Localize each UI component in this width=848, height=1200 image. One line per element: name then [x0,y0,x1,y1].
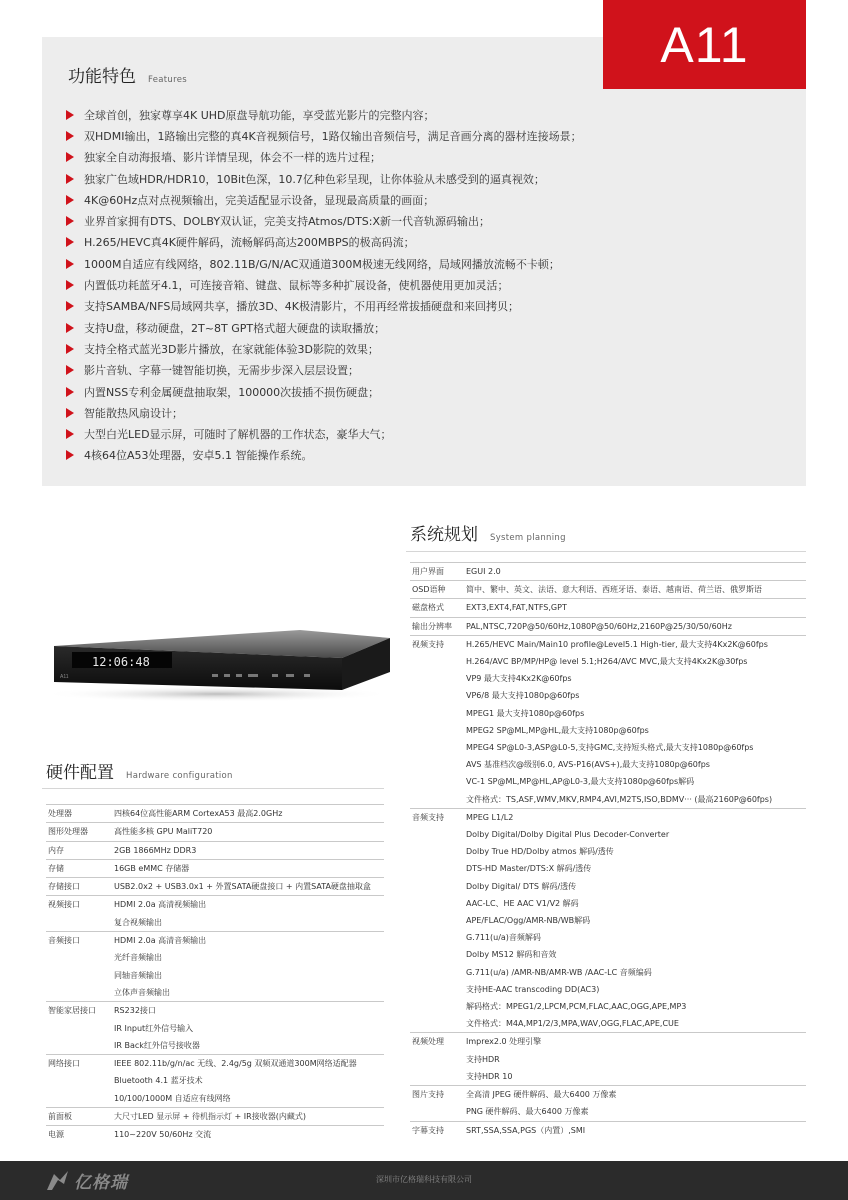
spec-label: 电源 [46,1126,112,1144]
spec-row [410,860,806,877]
bullet-arrow-icon [66,344,74,354]
feature-text: H.265/HEVC真4K硬件解码，流畅解码高达200MBPS的极高码流； [84,236,415,250]
spec-value: SRT,SSA,SSA,PGS（内置）,SMI [464,1121,806,1139]
spec-label: 网络接口 [46,1055,112,1073]
spec-row [46,1072,384,1089]
spec-label: 字幕支持 [410,1121,464,1139]
features-title [68,62,187,87]
system-title [410,520,566,545]
feature-item [66,296,582,317]
spec-label: 处理器 [46,805,112,823]
spec-value: HDMI 2.0a 高清音频输出 [112,932,384,950]
spec-row [46,1002,384,1020]
bullet-arrow-icon [66,174,74,184]
spec-row [46,914,384,932]
feature-list [66,104,582,466]
spec-row [46,1126,384,1144]
spec-row [46,1090,384,1108]
spec-label-empty [410,1068,464,1086]
feature-text: 内置低功耗蓝牙4.1，可连接音箱、键盘、鼠标等多种扩展设备，使机器使用更加灵活； [84,279,509,293]
feature-item [66,210,582,231]
spec-value: EXT3,EXT4,FAT,NTFS,GPT [464,599,806,617]
spec-value: MPEG2 SP@ML,MP@HL,最大支持1080p@60fps [466,725,649,735]
spec-label: 输出分辨率 [410,617,464,635]
feature-text: 内置NSS专利金属硬盘抽取架，100000次拔插不损伤硬盘； [84,385,380,399]
spec-row [410,981,806,998]
spec-value: IEEE 802.11b/g/n/ac 无线、2.4g/5g 双频双通道300M网络适配器 [112,1055,384,1073]
spec-row [46,932,384,950]
spec-value: 解码格式：MPEG1/2,LPCM,PCM,FLAC,AAC,OGG,APE,MP3 [466,1002,687,1012]
spec-value: 文件格式：M4A,MP1/2/3,MPA,WAV,OGG,FLAC,APE,CUE [466,1019,679,1029]
company-name: 深圳市亿格瑞科技有限公司 [376,1175,472,1184]
hardware-title-zh: 硬件配置 [46,763,114,783]
bullet-arrow-icon [66,216,74,226]
spec-label: 视频支持 [410,635,464,653]
feature-item [66,423,582,444]
spec-label-empty [46,1037,112,1055]
spec-value: H.264/AVC BP/MP/HP@ level 5.1;H264/AVC MVC,最大支持4Kx2K@30fps [466,657,748,667]
feature-item [66,104,582,125]
spec-label-empty [410,998,464,1015]
spec-row [410,929,806,946]
spec-row [410,687,806,704]
spec-value: 支持HDR 10 [466,1071,513,1081]
bullet-arrow-icon [66,365,74,375]
bullet-arrow-icon [66,280,74,290]
spec-row [46,984,384,1002]
spec-value: VP6/8 最大支持1080p@60fps [466,691,580,701]
spec-label: 用户界面 [410,563,464,581]
hardware-title [46,758,233,783]
spec-label: 图形处理器 [46,823,112,841]
feature-text: 支持U盘，移动硬盘，2T~8T GPT格式超大硬盘的读取播放； [84,321,386,335]
spec-label-empty [410,1051,464,1068]
spec-value: 四核64位高性能ARM CortexA53 最高2.0GHz [112,805,384,823]
bullet-arrow-icon [66,237,74,247]
spec-row [410,756,806,773]
spec-value: AVS 基准档次@级别6.0, AVS-P16(AVS+),最大支持1080p@60fps [466,760,710,770]
spec-row [46,1108,384,1126]
spec-label: OSD语种 [410,581,464,599]
spec-value: 高性能多核 GPU MaliT720 [112,823,384,841]
spec-value: 立体声音频输出 [114,987,170,997]
spec-value: 全高清 JPEG 硬件解码、最大6400 万像素 [464,1086,806,1104]
spec-row [410,1086,806,1104]
spec-label-empty [410,860,464,877]
spec-value: DTS-HD Master/DTS:X 解码/透传 [466,864,592,874]
spec-row [410,722,806,739]
spec-row [410,773,806,790]
spec-row [410,705,806,722]
spec-label-empty [410,964,464,981]
features-title-en: Features [148,75,187,85]
spec-row [410,617,806,635]
spec-value: Bluetooth 4.1 蓝牙技术 [114,1076,203,1086]
hardware-title-divider [42,788,384,789]
spec-label-empty [410,653,464,670]
bullet-arrow-icon [66,408,74,418]
spec-label-empty [410,791,464,809]
spec-row [410,563,806,581]
spec-row [410,1033,806,1051]
spec-label-empty [410,895,464,912]
spec-label-empty [46,949,112,966]
spec-value: RS232接口 [112,1002,384,1020]
spec-label-empty [410,722,464,739]
spec-value: G.711(u/a) /AMR-NB/AMR-WB /AAC-LC 音频编码 [466,967,652,977]
system-spec-table [410,562,806,1139]
spec-label-empty [410,981,464,998]
spec-value: VC-1 SP@ML,MP@HL,AP@L0-3,最大支持1080p@60fps解码 [466,777,695,787]
product-model-label: A11 [60,674,69,680]
spec-label-empty [410,687,464,704]
spec-value: G.711(u/a)音频解码 [466,933,541,943]
spec-label-empty [46,1020,112,1037]
spec-label: 前面板 [46,1108,112,1126]
feature-text: 双HDMI输出，1路输出完整的真4K音视频信号，1路仅输出音频信号，满足音画分离的器材连接场景； [84,129,582,143]
spec-label: 视频接口 [46,896,112,914]
spec-row [46,805,384,823]
spec-value: 同轴音频输出 [114,970,162,980]
system-title-divider [406,551,806,552]
spec-row [410,964,806,981]
feature-item [66,125,582,146]
hardware-spec-table [46,804,384,1144]
spec-row [410,912,806,929]
spec-value: Imprex2.0 处理引擎 [464,1033,806,1051]
spec-value: IR Back红外信号接收器 [114,1040,200,1050]
spec-label-empty [410,739,464,756]
feature-text: 独家广色域HDR/HDR10，10Bit色深，10.7亿种色彩呈现，让你体验从未感受到的逼真视效； [84,172,545,186]
bullet-arrow-icon [66,387,74,397]
brand-name: 亿格瑞 [74,1173,128,1193]
spec-row [410,998,806,1015]
spec-row [410,1015,806,1033]
spec-row [410,653,806,670]
spec-value: USB2.0x2 + USB3.0x1 + 外置SATA硬盘接口 + 内置SATA硬盘抽取盒 [112,878,384,896]
spec-value: MPEG L1/L2 [464,808,806,826]
spec-label-empty [410,705,464,722]
spec-value: MPEG1 最大支持1080p@60fps [466,708,585,718]
spec-row [410,739,806,756]
spec-value: PNG 硬件解码、最大6400 万像素 [466,1107,589,1117]
spec-value: Dolby Digital/Dolby Digital Plus Decoder-Converter [466,830,670,840]
spec-label: 音频接口 [46,932,112,950]
spec-label: 图片支持 [410,1086,464,1104]
bullet-arrow-icon [66,131,74,141]
spec-row [46,949,384,966]
spec-label-empty [46,1072,112,1089]
feature-item [66,317,582,338]
feature-text: 独家全自动海报墙、影片详情呈现，体会不一样的选片过程； [84,151,381,165]
spec-label-empty [46,984,112,1002]
feature-text: 支持SAMBA/NFS局域网共享，播放3D、4K极清影片，不用再经常拔插硬盘和来回拷贝； [84,300,520,314]
feature-item [66,147,582,168]
feature-item [66,253,582,274]
spec-value: IR Input红外信号输入 [114,1023,194,1033]
feature-text: 智能散热风扇设计； [84,406,183,420]
feature-item [66,445,582,466]
spec-label-empty [410,946,464,963]
feature-text: 1000M自适应有线网络，802.11B/G/N/AC双通道300M极速无线网络，局域网播放流畅不卡顿； [84,257,560,271]
spec-label: 视频处理 [410,1033,464,1051]
feature-item [66,402,582,423]
feature-text: 影片音轨、字幕一键智能切换，无需步步深入层层设置； [84,364,359,378]
feature-item [66,338,582,359]
spec-value: AAC-LC、HE AAC V1/V2 解码 [466,898,579,908]
spec-row [410,1068,806,1086]
spec-row [410,1103,806,1121]
spec-value: 2GB 1866MHz DDR3 [112,841,384,859]
spec-label-empty [46,1090,112,1108]
spec-row [410,635,806,653]
spec-value: PAL,NTSC,720P@50/60Hz,1080P@50/60Hz,2160P@25/30/50/60Hz [464,617,806,635]
spec-row [46,896,384,914]
spec-label-empty [410,670,464,687]
spec-label: 磁盘格式 [410,599,464,617]
spec-row [46,967,384,984]
bullet-arrow-icon [66,110,74,120]
spec-value: HDMI 2.0a 高清视频输出 [112,896,384,914]
feature-text: 4K@60Hz点对点视频输出，完美适配显示设备，显现最高质量的画面； [84,193,435,207]
feature-item [66,360,582,381]
spec-value: 文件格式：TS,ASF,WMV,MKV,RMP4,AVI,M2TS,ISO,BDMV··· (最高2160P@60fps) [466,794,773,804]
spec-value: 复合视频输出 [114,917,162,927]
spec-row [46,823,384,841]
spec-label-empty [46,914,112,932]
spec-value: 10/100/1000M 自适应有线网络 [114,1093,231,1103]
spec-row [46,859,384,877]
spec-row [410,581,806,599]
spec-row [46,1037,384,1055]
feature-item [66,274,582,295]
spec-row [410,1121,806,1139]
spec-row [410,808,806,826]
spec-row [410,826,806,843]
spec-row [410,946,806,963]
spec-value: 16GB eMMC 存储器 [112,859,384,877]
spec-label-empty [410,756,464,773]
spec-label: 内存 [46,841,112,859]
features-title-zh: 功能特色 [68,67,136,87]
feature-text: 全球首创，独家尊享4K UHD原盘导航功能，享受蓝光影片的完整内容； [84,108,435,122]
product-image [42,628,396,708]
bullet-arrow-icon [66,152,74,162]
spec-label-empty [410,878,464,895]
spec-label-empty [410,843,464,860]
bullet-arrow-icon [66,301,74,311]
spec-label-empty [410,929,464,946]
bullet-arrow-icon [66,450,74,460]
spec-row [46,1020,384,1037]
feature-item [66,381,582,402]
spec-row [410,791,806,809]
spec-label-empty [410,1015,464,1033]
feature-item [66,232,582,253]
spec-value: APE/FLAC/Ogg/AMR-NB/WB解码 [466,916,591,926]
spec-row [410,1051,806,1068]
hardware-title-en: Hardware configuration [126,771,233,781]
spec-value: Dolby True HD/Dolby atmos 解码/透传 [466,847,614,857]
footer [0,1161,848,1200]
spec-label: 存储接口 [46,878,112,896]
feature-text: 4核64位A53处理器，安卓5.1 智能操作系统。 [84,449,313,463]
spec-value: VP9 最大支持4Kx2K@60fps [466,674,572,684]
spec-value: Dolby MS12 解码和音效 [466,950,557,960]
spec-value: 大尺寸LED 显示屏 + 待机指示灯 + IR接收器(内藏式) [112,1108,384,1126]
spec-row [410,843,806,860]
spec-label-empty [410,1103,464,1121]
system-title-en: System planning [490,533,566,543]
spec-row [410,599,806,617]
feature-text: 大型白光LED显示屏，可随时了解机器的工作状态，豪华大气； [84,428,392,442]
bullet-arrow-icon [66,259,74,269]
bullet-arrow-icon [66,195,74,205]
spec-label: 音频支持 [410,808,464,826]
spec-value: Dolby Digital/ DTS 解码/透传 [466,881,577,891]
spec-value: 110~220V 50/60Hz 交流 [112,1126,384,1144]
product-display: 12:06:48 [92,655,150,669]
spec-label-empty [46,967,112,984]
spec-label: 智能家居接口 [46,1002,112,1020]
system-title-zh: 系统规划 [410,525,478,545]
spec-row [410,878,806,895]
spec-value: 简中、繁中、英文、法语、意大利语、西班牙语、泰语、越南语、荷兰语、俄罗斯语 [464,581,806,599]
model-badge: A11 [603,0,806,89]
spec-label-empty [410,826,464,843]
spec-label-empty [410,912,464,929]
feature-text: 业界首家拥有DTS、DOLBY双认证，完美支持Atmos/DTS:X新一代音轨源码输出； [84,215,491,229]
spec-row [46,878,384,896]
spec-row [46,841,384,859]
spec-value: EGUI 2.0 [464,563,806,581]
bullet-arrow-icon [66,323,74,333]
bullet-arrow-icon [66,429,74,439]
feature-item [66,168,582,189]
spec-value: MPEG4 SP@L0-3,ASP@L0-5,支持GMC,支持短头格式,最大支持1080p@60fps [466,743,754,753]
feature-item [66,189,582,210]
spec-label-empty [410,773,464,790]
spec-value: 支持HE-AAC transcoding DD(AC3) [466,984,600,994]
spec-row [410,895,806,912]
spec-value: 支持HDR [466,1054,500,1064]
spec-value: H.265/HEVC Main/Main10 profile@Level5.1 High-tier, 最大支持4Kx2K@60fps [464,635,806,653]
feature-text: 支持全格式蓝光3D影片播放，在家就能体验3D影院的效果； [84,342,379,356]
spec-value: 光纤音频输出 [114,953,162,963]
spec-label: 存储 [46,859,112,877]
spec-row [46,1055,384,1073]
spec-row [410,670,806,687]
